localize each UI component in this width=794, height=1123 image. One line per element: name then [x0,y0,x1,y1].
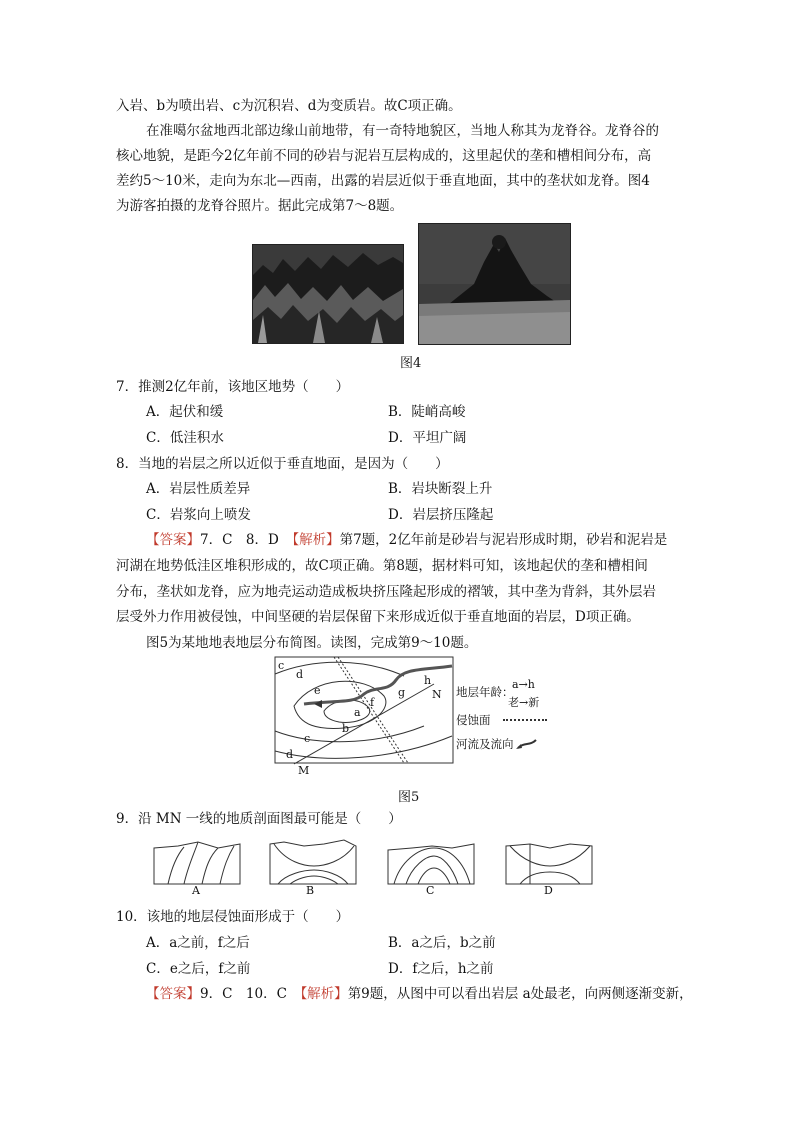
question-7-stem: 7．推测2亿年前，该地区地势（ ） [116,379,350,395]
passage-line: 核心地貌，是距今2亿年前不同的砂岩与泥岩互层构成的，这里起伏的垄和槽相间分布，高 [116,148,652,164]
map-label-m: M [298,764,310,777]
map-label-g: g [398,686,406,699]
map-label-n: N [432,688,442,701]
q10-option-c: C．e之后，f之前 [146,961,251,977]
q10-option-d: D．f之后，h之前 [388,961,494,977]
profile-label-c: C [426,884,435,897]
analysis-text: 第9题，从图中可以看出岩层 a处最老，向两侧逐渐变新， [347,986,693,1002]
map-label-h: h [424,674,432,687]
longji-ridge-photo-right [418,223,571,345]
q8-option-b: B．岩块断裂上升 [388,481,493,497]
map-label-d2: d [286,748,294,761]
profile-option-c [382,838,482,898]
intro-text: 入岩、b为喷出岩、c为沉积岩、d为变质岩。故C项正确。 [116,98,462,114]
analysis-line: 分布，垄状如龙脊，应为地壳运动造成板块挤压隆起形成的褶皱，其中垄为背斜，其外层岩 [116,584,656,600]
legend-old-new: 老→新 [508,696,540,709]
passage-line: 在准噶尔盆地西北部边缘山前地带，有一奇特地貌区，当地人称其为龙脊谷。龙脊谷的 [146,123,659,139]
q7-option-a: A．起伏和缓 [146,404,224,420]
q7-option-b: B．陡峭高峻 [388,404,466,420]
answer-block-1 [146,531,667,549]
legend-age-arrow: a→h [512,678,535,691]
map-label-c: c [278,659,285,672]
answer-values: 7．C 8．D [200,532,293,548]
figure-5-caption: 图5 [398,790,420,805]
q10-option-b: B．a之后，b之前 [388,935,496,951]
map-label-e: e [314,684,321,697]
analysis-line: 层受外力作用被侵蚀，中间坚硬的岩层保留下来形成近似于垂直地面的岩层，D项正确。 [116,609,640,625]
legend-erosion-label: 侵蚀面 [456,713,491,727]
map-label-d: d [296,668,304,681]
legend-age-label: 地层年龄： [456,685,514,699]
longji-valley-photo-left [252,244,404,344]
passage-line: 差约5～10米，走向为东北—西南，出露的岩层近似于垂直地面，其中的垄状如龙脊。图4 [116,173,650,189]
analysis-line: 河湖在地势低洼区堆积形成的，故C项正确。第8题，据材料可知，该地起伏的垄和槽相间 [116,558,648,574]
analysis-tag: 【解析】 [292,532,340,548]
answer-tag: 【答案】 [146,532,200,548]
q8-option-c: C．岩浆向上喷发 [146,507,251,523]
legend-river-label: 河流及流向 [456,737,514,751]
profile-option-d [500,836,600,898]
map-label-c2: c [304,732,311,745]
question-9-stem: 9．沿 MN 一线的地质剖面图最可能是（ ） [116,811,402,827]
analysis-tag: 【解析】 [300,986,348,1002]
q7-option-c: C．低洼积水 [146,430,224,446]
legend-erosion-symbol [503,719,547,721]
figure-5-map [274,656,454,777]
profile-label-b: B [306,884,315,897]
river-arrow-icon [516,738,538,754]
profile-label-a: A [192,884,200,897]
question-10-stem: 10．该地的地层侵蚀面形成于（ ） [116,909,350,925]
map-label-f: f [370,696,375,709]
question-8-stem: 8．当地的岩层之所以近似于垂直地面，是因为（ ） [116,456,449,472]
profile-option-a [148,836,248,898]
map-label-a: a [354,706,361,719]
q7-option-d: D．平坦广阔 [388,430,467,446]
q8-option-a: A．岩层性质差异 [146,481,251,497]
answer-values: 9．C 10．C [200,986,301,1002]
q8-option-d: D．岩层挤压隆起 [388,507,494,523]
figure-4-caption: 图4 [400,356,422,371]
q10-option-a: A．a之前，f之后 [146,935,250,951]
answer-block-2 [146,985,693,1003]
answer-tag: 【答案】 [146,986,200,1002]
map-label-b: b [342,722,350,735]
profile-label-d: D [544,884,553,897]
passage-line: 为游客拍摄的龙脊谷照片。据此完成第7～8题。 [116,198,404,214]
passage-2: 图5为某地地表地层分布简图。读图，完成第9～10题。 [146,635,478,651]
analysis-text: 第7题，2亿年前是砂岩与泥岩形成时期，砂岩和泥岩是 [339,532,668,548]
profile-option-b [264,834,364,898]
